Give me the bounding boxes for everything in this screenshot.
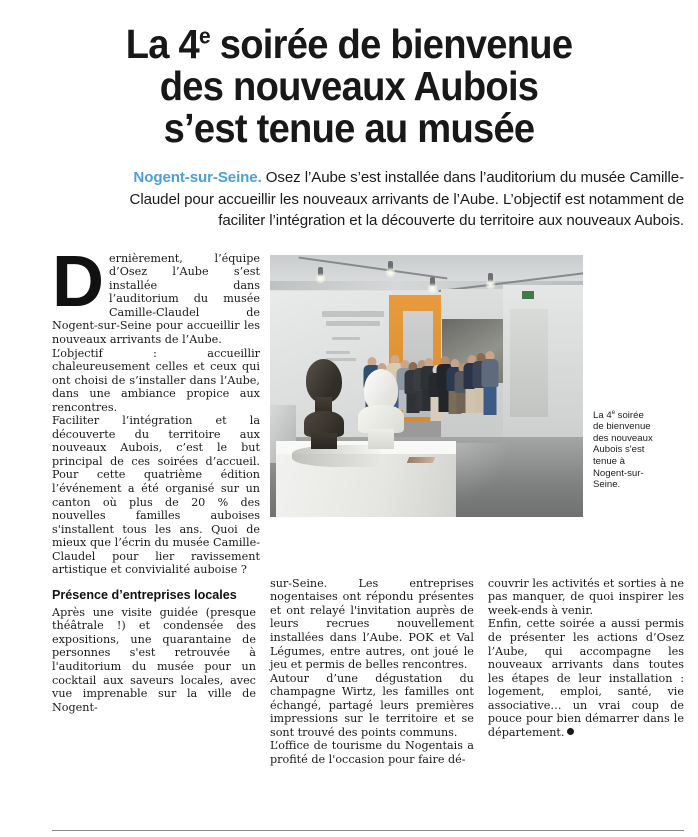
photo-spotlight-glow: [385, 267, 396, 278]
footer-rule: [52, 830, 684, 831]
article-upper-zone: [52, 241, 684, 577]
article-column-3: [488, 577, 684, 767]
ordinal-superscript: e: [199, 23, 210, 49]
article-lower-columns: [52, 577, 684, 767]
headline-line-3: s’est tenue au musée: [163, 104, 535, 151]
paragraph: sur-Seine. Les entreprises nogentaises ont répondu présentes et ont relayé l'invitation auprès de leurs recrues nouvellement installées dans l’Aube. POK et Val Légumes, entre autres, ont joué le jeu et permis de belles rencontres.: [269, 576, 474, 672]
photo-wall-lettering: [332, 337, 360, 340]
lead-paragraph: Dernièrement, l’équipe d’Osez l’Aube s’est installée dans l’auditorium du musée Camille-Claudel de Nogent-sur-Seine pour accueillir les nouveaux arrivants de l’Aube.: [52, 241, 260, 346]
photo: [270, 255, 583, 517]
photo-wall-lettering: [326, 351, 350, 354]
photo-caption: La 4e soirée de bienvenue des nouveaux Aubois s'est tenue à Nogent-sur-Seine.: [593, 409, 653, 491]
ordinal-superscript: e: [611, 409, 615, 416]
page-title: [24, 0, 673, 149]
exit-sign-icon: [522, 291, 534, 299]
paragraph-text: Enfin, cette soirée a aussi permis de présenter les actions d’Osez l’Aube, qui accompagne les nouveaux arrivants dans toutes les étapes de leur installation : logement, emploi, santé, vie associative… un vrai coup de pouce pour bien démarrer dans le département.: [487, 617, 685, 739]
photo-wall-lettering: [322, 311, 384, 317]
photo-bronze-bust: [302, 359, 346, 447]
photo-spotlight-glow: [427, 283, 438, 294]
museum-gallery-photograph: [270, 255, 583, 517]
paragraph: Autour d’une dégustation du champagne Wirtz, les familles ont échangé, partagé leurs premières impressions sur le territoire et se sont trouvé des points communs.: [269, 671, 474, 739]
article-figure: [270, 255, 656, 517]
article-column-1-top: [52, 241, 260, 577]
headline-line-2: des nouveaux Aubois: [159, 62, 539, 109]
headline-line-1: La 4e soirée de bienvenue: [125, 21, 573, 67]
paragraph: couvrir les activités et sorties à ne pas manquer, de quoi inspirer les week-ends à venir.: [487, 576, 685, 617]
article-column-2: [270, 577, 474, 767]
article-column-1-bottom: [52, 577, 256, 767]
paragraph: Après une visite guidée (presque théâtrale !) et condensée des expositions, une quarantaine de personnes s'est retrouvée à l'auditorium du musée pour un cocktail aux saveurs locales, avec vue imprenable sur la ville de Nogent-: [52, 605, 256, 714]
paragraph: Faciliter l’intégration et la découverte du territoire aux nouveaux Aubois, c’est le but principal de ces soirées d’accueil. Pour cette quatrième édition l’événement a été organisé sur un canton où plus de 20 % des nouvelles familles auboises s'installent tous les ans. Quoi de mieux que l’écrin du musée Camille-Claudel pour lier ravissement artistique et convivialité auboise ?: [52, 414, 260, 577]
end-of-article-mark: [567, 728, 574, 735]
paragraph: L’office de tourisme du Nogentais a profité de l'occasion pour faire dé-: [269, 739, 474, 766]
standfirst: [128, 167, 684, 231]
photo-spotlight-glow: [315, 273, 326, 284]
article-body: [0, 241, 698, 767]
photo-plaster-bust: [358, 369, 404, 451]
photo-artwork-label: [407, 457, 435, 463]
standfirst-text: Osez l’Aube s’est installée dans l’auditorium du musée Camille-Claudel pour accueillir les nouveaux arrivants de l’Aube. L’objectif est notamment de faciliter l’intégration et la découverte du territoire aux nouveaux Aubois.: [129, 169, 684, 230]
photo-wall-lettering: [326, 321, 380, 326]
paragraph-final: [488, 617, 684, 739]
paragraph: L’objectif : accueillir chaleureusement celles et ceux qui ont choisi de s’installer dans l’Aube, dans une ambiance propice aux rencontres.: [52, 346, 260, 414]
dateline: Nogent-sur-Seine.: [133, 169, 262, 187]
photo-visitor: [481, 351, 499, 407]
article-subheading: Présence d’entreprises locales: [52, 587, 237, 602]
photo-doorway-right: [510, 309, 548, 417]
